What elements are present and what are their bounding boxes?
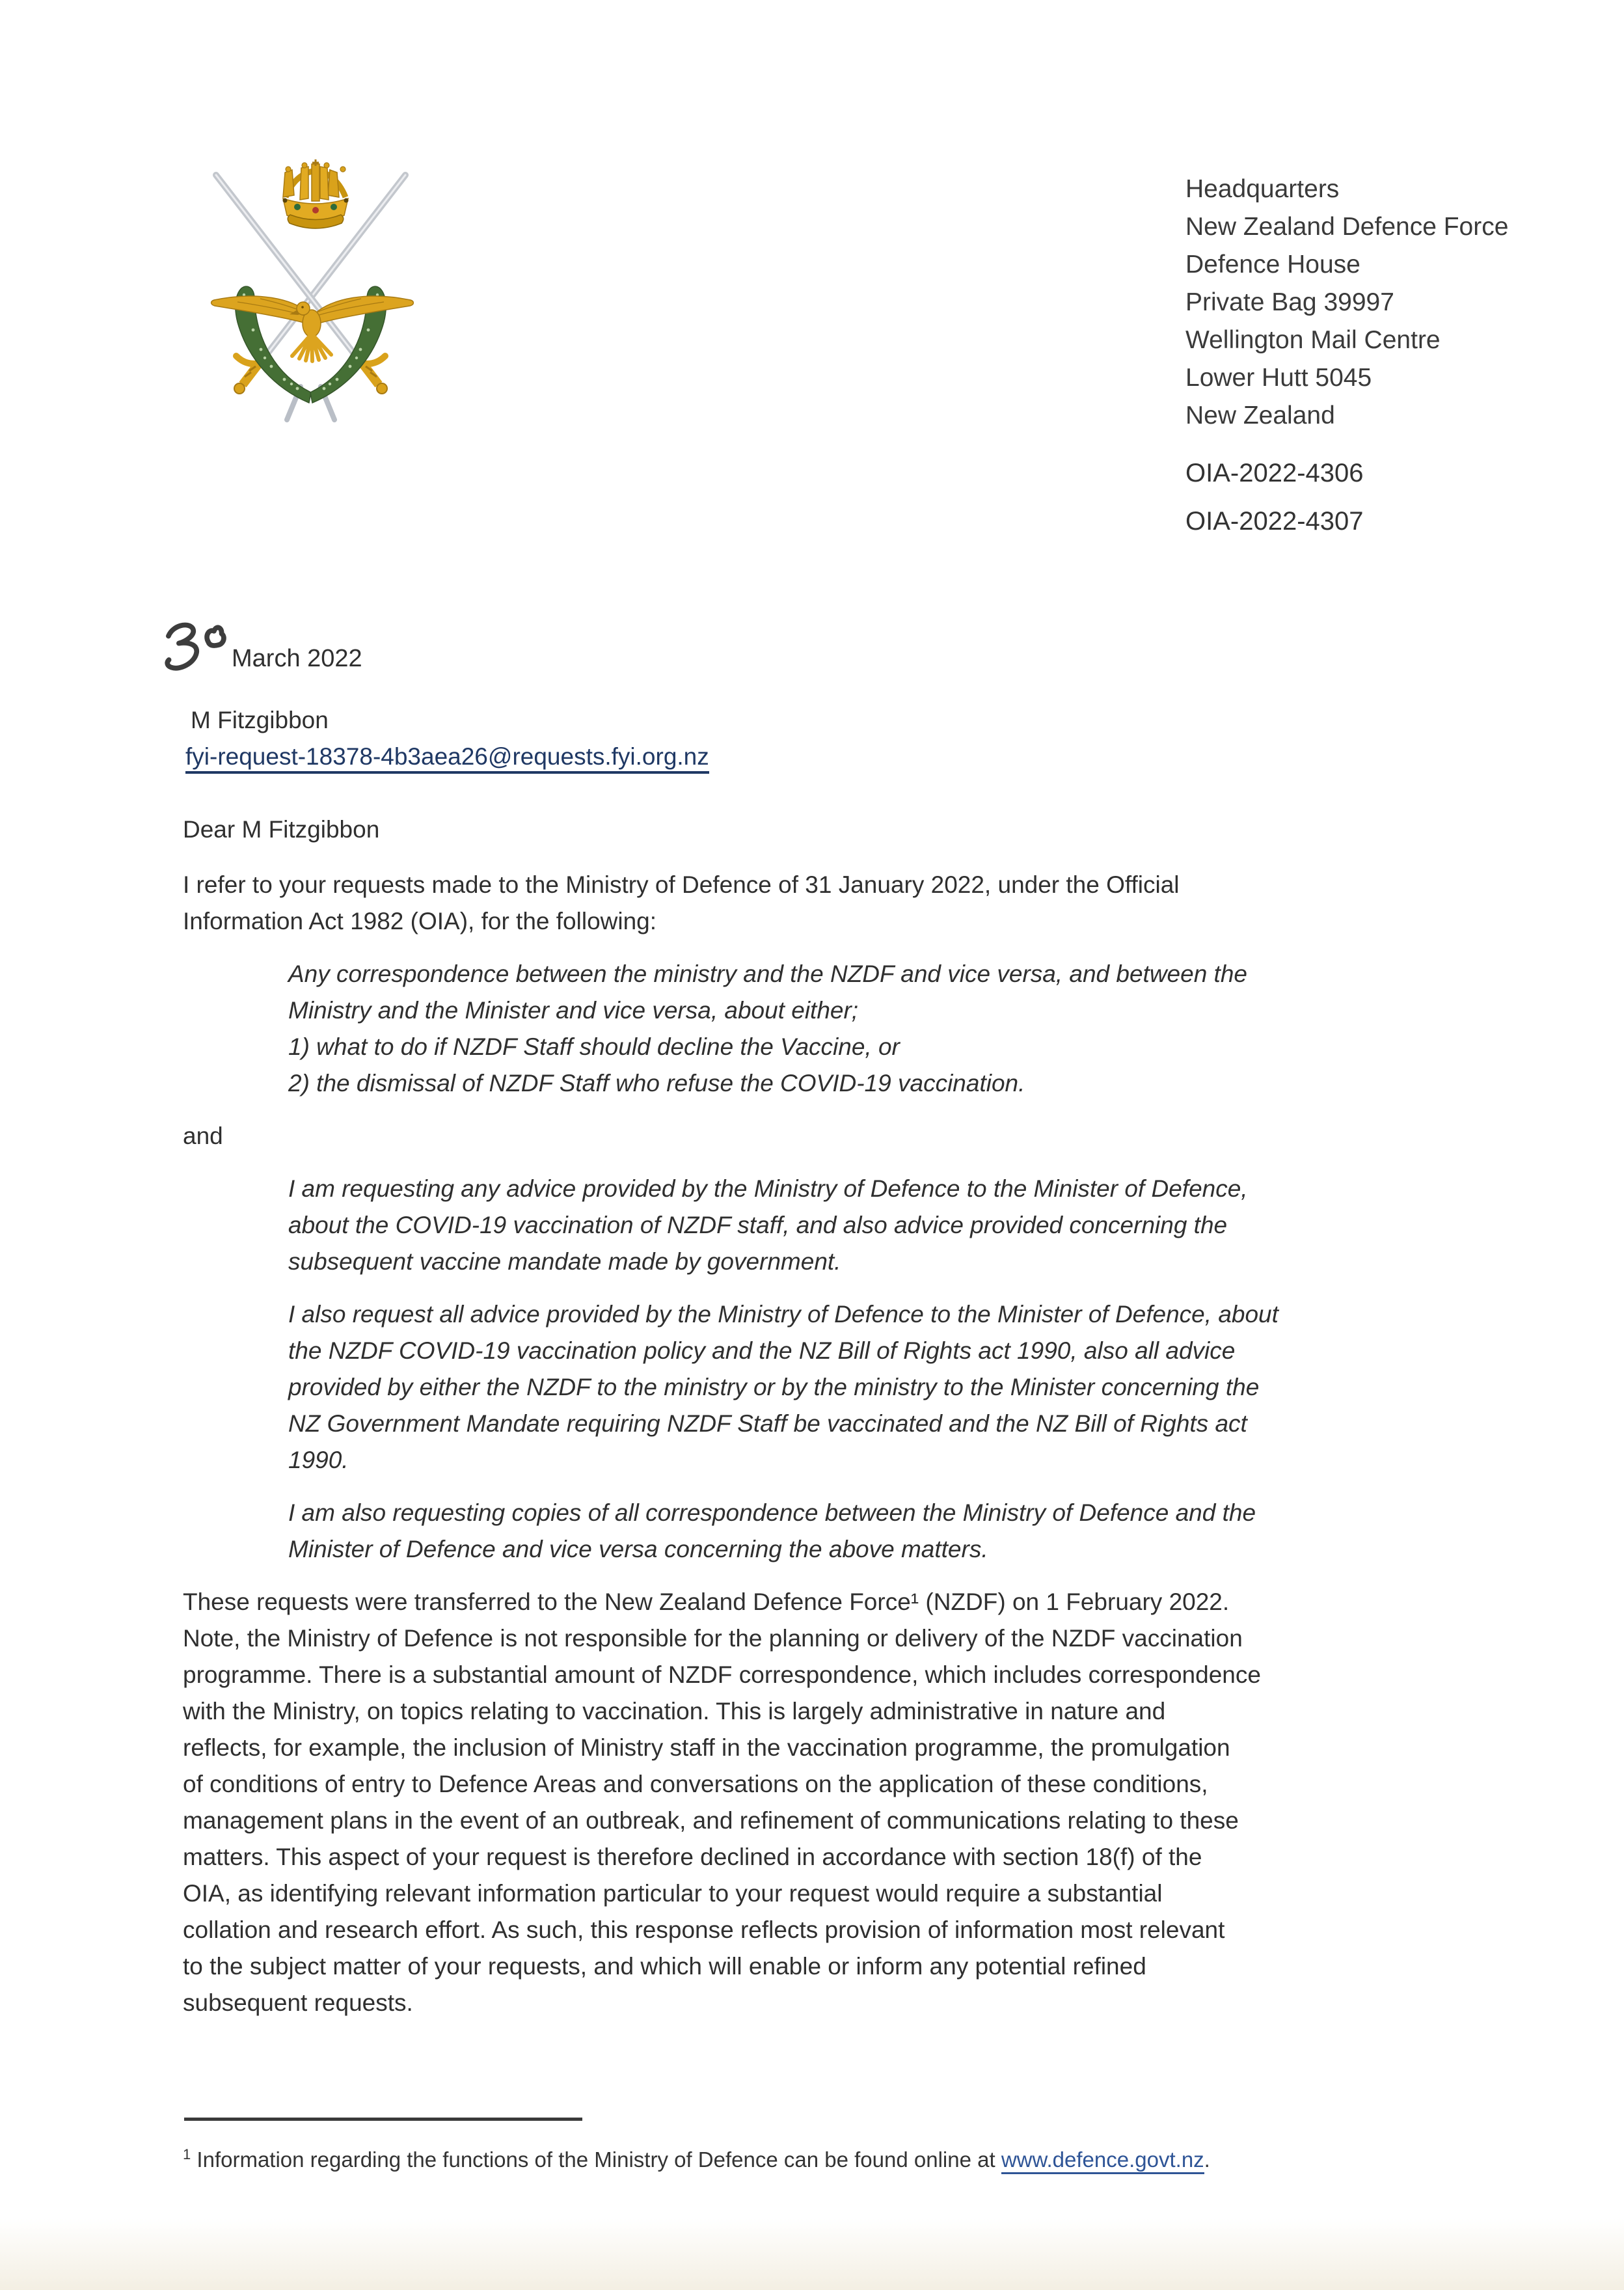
text-line: I refer to your requests made to the Ministry of Defence of 31 January 2022, under the Official: [183, 871, 1180, 898]
text-line: collation and research effort. As such, this response reflects provision of information most relevant: [183, 1916, 1225, 1943]
letter-body: [183, 867, 1478, 2038]
text-line: 1) what to do if NZDF Staff should decline the Vaccine, or: [288, 1033, 900, 1060]
oia-reference-numbers: [1185, 449, 1364, 545]
recipient-email: [185, 739, 709, 775]
recipient-name: M Fitzgibbon: [191, 707, 329, 733]
text-line: Lower Hutt 5045: [1185, 364, 1372, 392]
text-line: about the COVID-19 vaccination of NZDF staff, and also advice provided concerning the: [288, 1212, 1228, 1238]
text-line: New Zealand: [1185, 402, 1335, 429]
text-line: matters. This aspect of your request is therefore declined in accordance with section 18(f) of the: [183, 1844, 1202, 1870]
text-line: I also request all advice provided by the Ministry of Defence to the Minister of Defence, about: [288, 1301, 1279, 1328]
footnote: [183, 2145, 1484, 2175]
letterhead-address: [1185, 170, 1508, 435]
text-line: Headquarters: [1185, 175, 1340, 203]
text-line: Defence House: [1185, 251, 1360, 279]
text-line: subsequent vaccine mandate made by government.: [288, 1248, 841, 1275]
text-line: to the subject matter of your requests, and which will enable or inform any potential refined: [183, 1953, 1146, 1980]
footnote-period: .: [1204, 2147, 1210, 2172]
connector-word: and: [183, 1123, 223, 1149]
text-line: programme. There is a substantial amount of NZDF correspondence, which includes correspondence: [183, 1661, 1261, 1688]
text-line: Note, the Ministry of Defence is not responsible for the planning or delivery of the NZDF vaccination: [183, 1625, 1243, 1652]
text-line: OIA, as identifying relevant information particular to your request would require a substantial: [183, 1880, 1163, 1907]
text-line: subsequent requests.: [183, 1989, 413, 2016]
text-line: NZ Government Mandate requiring NZDF Staff be vaccinated and the NZ Bill of Rights act: [288, 1410, 1247, 1437]
text-line: of conditions of entry to Defence Areas and conversations on the application of these conditions,: [183, 1771, 1208, 1797]
text-line: I am also requesting copies of all correspondence between the Ministry of Defence and the: [288, 1499, 1256, 1526]
text-line: Wellington Mail Centre: [1185, 326, 1441, 354]
text-line: Any correspondence between the ministry and the NZDF and vice versa, and between the: [288, 961, 1247, 987]
text-line: Minister of Defence and vice versa concerning the above matters.: [288, 1536, 988, 1562]
nzdf-crest-logo: [198, 159, 423, 429]
text-line: OIA-2022-4306: [1185, 459, 1364, 487]
text-line: provided by either the NZDF to the ministry or by the ministry to the Minister concerning the: [288, 1374, 1260, 1400]
quoted-request-4: [288, 1495, 1478, 1568]
text-line: Private Bag 39997: [1185, 288, 1394, 316]
scan-artifact-tint: [0, 2218, 1624, 2290]
salutation: Dear M Fitzgibbon: [183, 816, 380, 843]
handwritten-day: [159, 617, 230, 677]
letter-date: March 2022: [232, 645, 362, 672]
footnote-text: Information regarding the functions of the Ministry of Defence can be found online at: [191, 2147, 1001, 2172]
text-line: reflects, for example, the inclusion of Ministry staff in the vaccination programme, the promulgation: [183, 1734, 1230, 1761]
text-line: the NZDF COVID-19 vaccination policy and the NZ Bill of Rights act 1990, also all advice: [288, 1337, 1236, 1364]
paragraph-response: [183, 1584, 1478, 2021]
text-line: Information Act 1982 (OIA), for the following:: [183, 908, 657, 934]
text-line: OIA-2022-4307: [1185, 507, 1364, 536]
text-line: These requests were transferred to the New Zealand Defence Force¹ (NZDF) on 1 February 2022.: [183, 1588, 1230, 1615]
quoted-request-3: [288, 1296, 1478, 1479]
recipient-email-link[interactable]: fyi-request-18378-4b3aea26@requests.fyi.org.nz: [185, 743, 709, 774]
paragraph-intro: [183, 867, 1478, 940]
quoted-request-2: [288, 1171, 1478, 1280]
text-line: 2) the dismissal of NZDF Staff who refuse the COVID-19 vaccination.: [288, 1070, 1025, 1097]
text-line: 1990.: [288, 1447, 349, 1473]
text-line: New Zealand Defence Force: [1185, 213, 1509, 241]
footnote-link[interactable]: www.defence.govt.nz: [1001, 2147, 1204, 2174]
crown-icon: [283, 159, 349, 228]
text-line: with the Ministry, on topics relating to vaccination. This is largely administrative in nature and: [183, 1698, 1166, 1724]
text-line: I am requesting any advice provided by the Ministry of Defence to the Minister of Defence,: [288, 1175, 1248, 1202]
text-line: management plans in the event of an outbreak, and refinement of communications relating to these: [183, 1807, 1239, 1834]
footnote-marker: 1: [183, 2146, 191, 2162]
footnote-separator: [184, 2118, 582, 2121]
quoted-request-1: [288, 956, 1478, 1102]
text-line: Ministry and the Minister and vice versa, about either;: [288, 997, 859, 1024]
